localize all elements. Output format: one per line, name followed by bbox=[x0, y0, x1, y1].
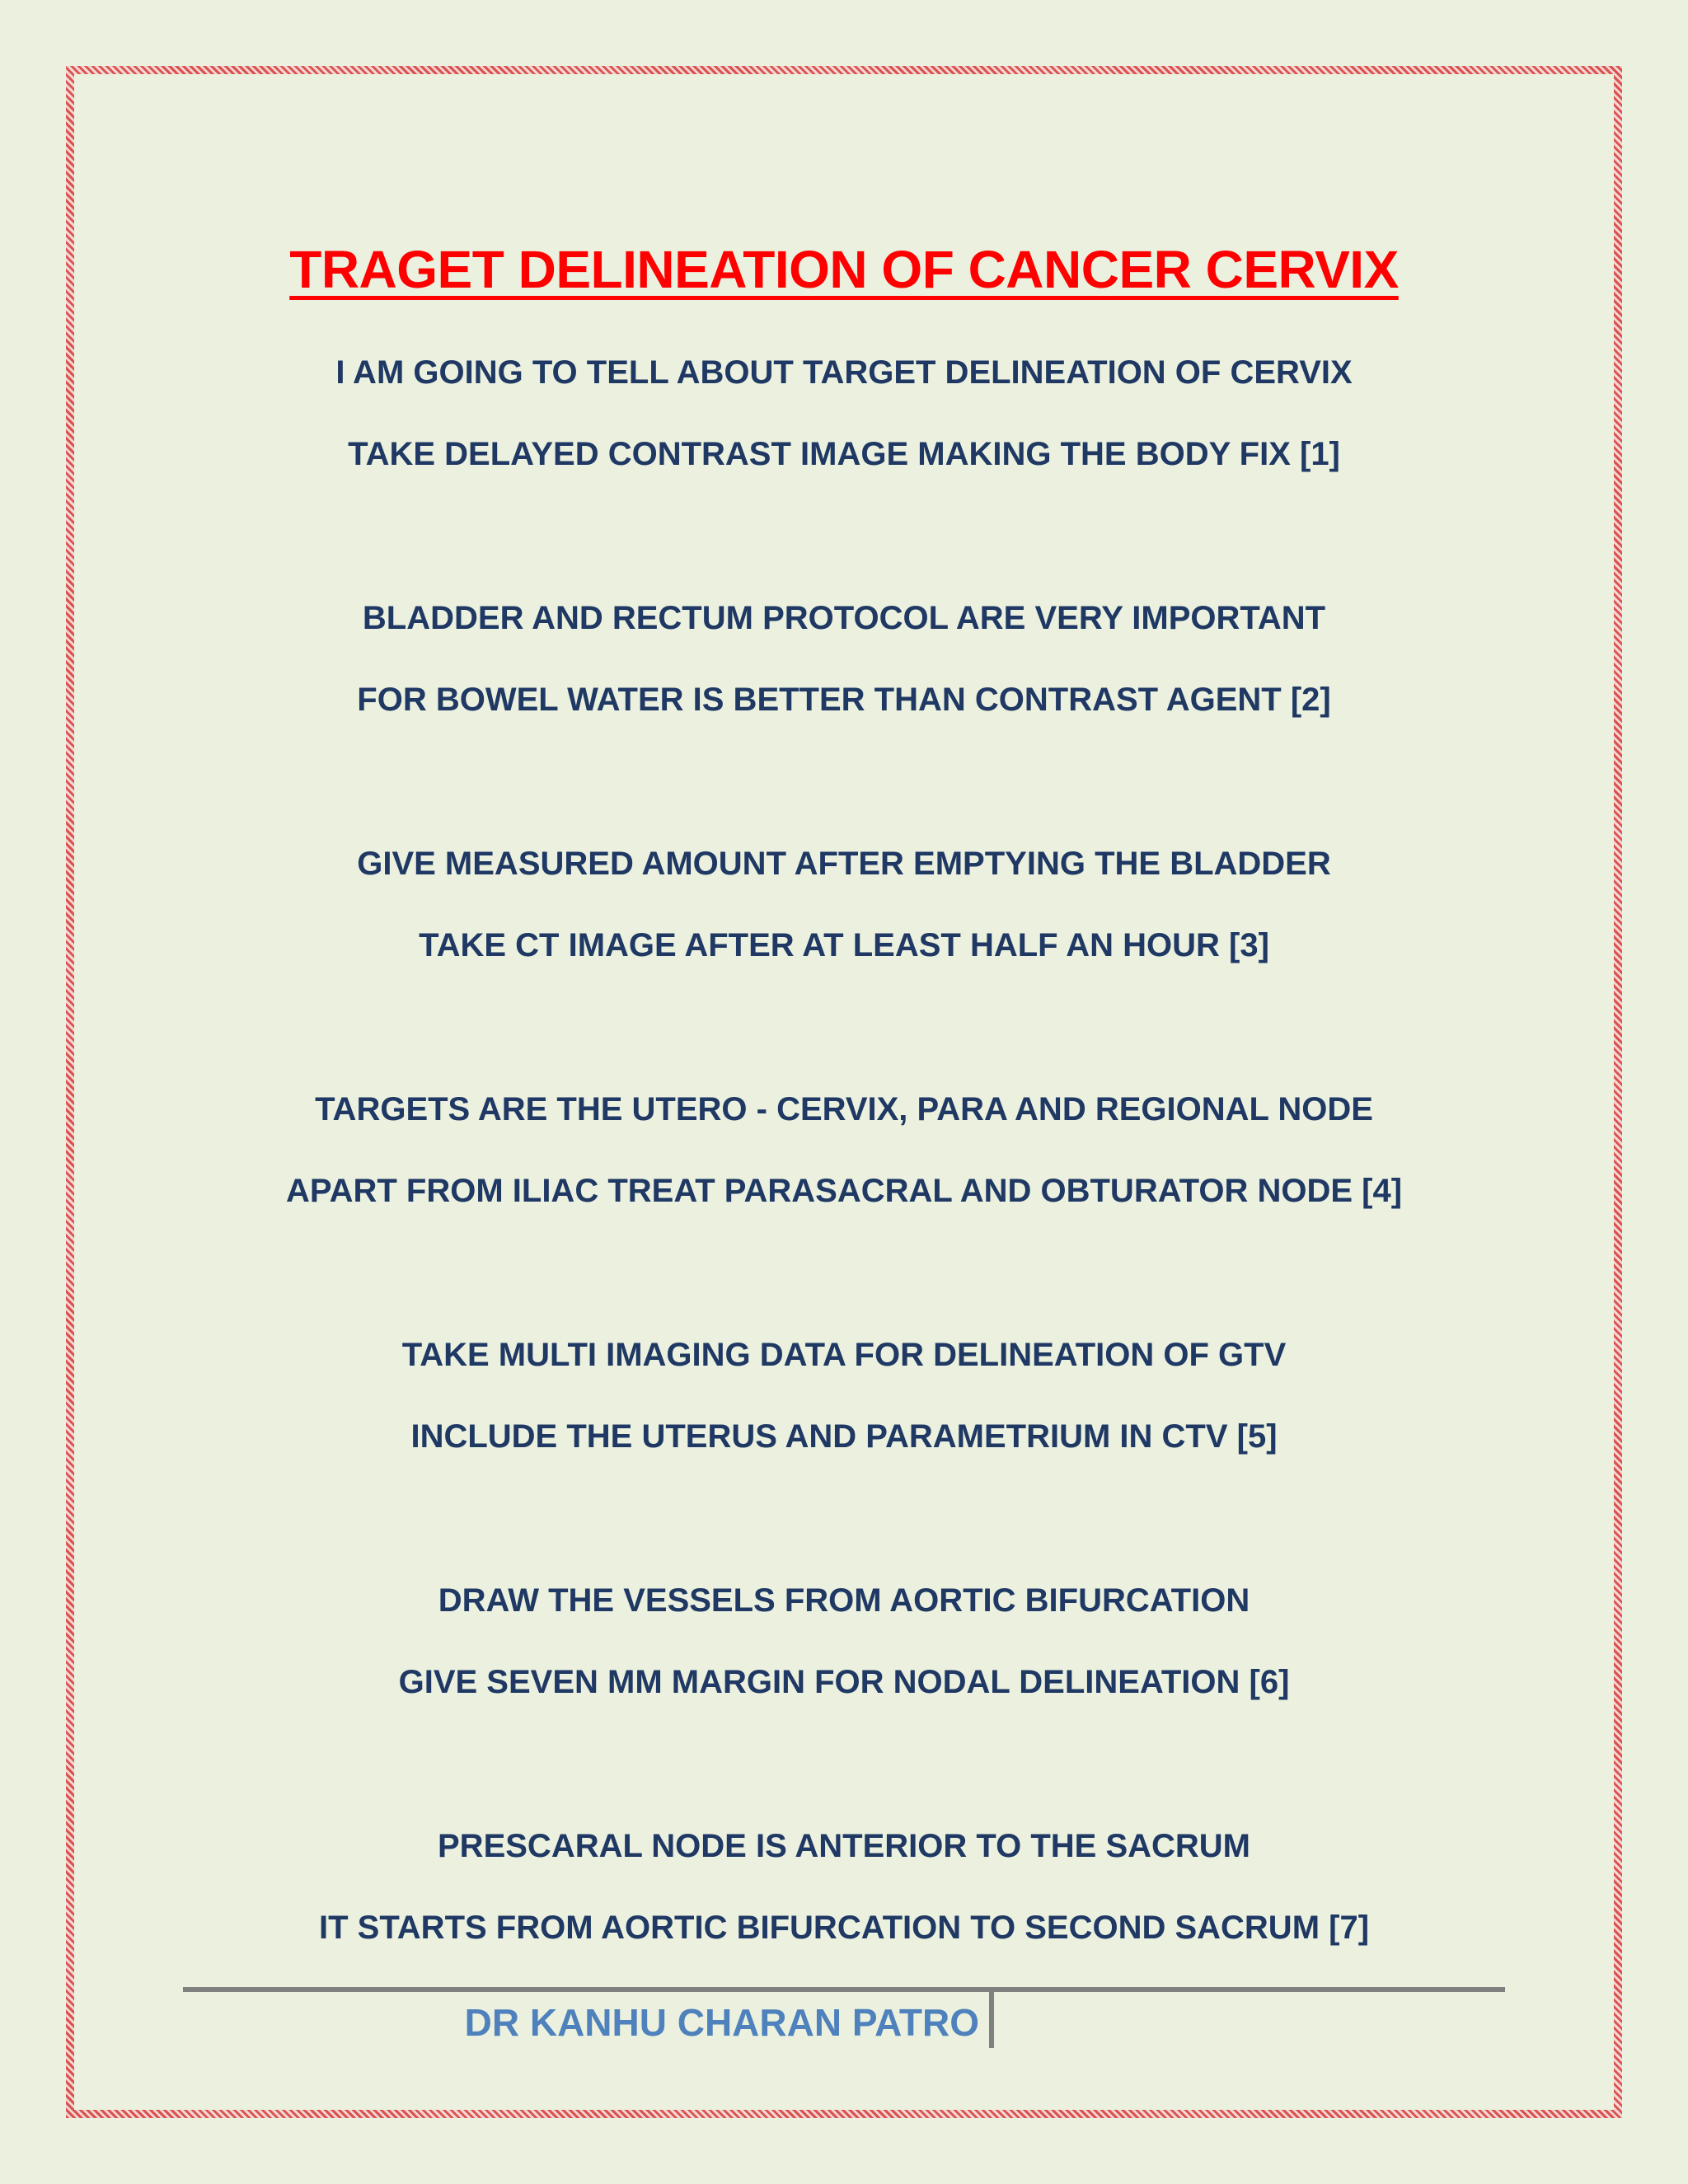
body-line: APART FROM ILIAC TREAT PARASACRAL AND OBTURATOR NODE [4] bbox=[285, 1173, 1403, 1209]
body-line: TARGETS ARE THE UTERO - CERVIX, PARA AND REGIONAL NODE bbox=[315, 1091, 1373, 1127]
body-line: PRESCARAL NODE IS ANTERIOR TO THE SACRUM bbox=[438, 1828, 1250, 1864]
body-line: DRAW THE VESSELS FROM AORTIC BIFURCATION bbox=[438, 1582, 1250, 1619]
body-line: BLADDER AND RECTUM PROTOCOL ARE VERY IMPORTANT bbox=[362, 600, 1326, 636]
document-title: TRAGET DELINEATION OF CANCER CERVIX bbox=[289, 240, 1399, 299]
body-line: TAKE CT IMAGE AFTER AT LEAST HALF AN HOUR [3] bbox=[419, 927, 1269, 963]
body-line: TAKE MULTI IMAGING DATA FOR DELINEATION OF GTV bbox=[401, 1337, 1287, 1373]
footer-rule bbox=[183, 1987, 1505, 1992]
footer-separator bbox=[989, 1992, 994, 2048]
body-line: I AM GOING TO TELL ABOUT TARGET DELINEATION OF CERVIX bbox=[335, 354, 1353, 391]
body-line: GIVE SEVEN MM MARGIN FOR NODAL DELINEATION [6] bbox=[398, 1664, 1290, 1700]
body-line: TAKE DELAYED CONTRAST IMAGE MAKING THE BODY FIX [1] bbox=[348, 436, 1340, 472]
body-line: FOR BOWEL WATER IS BETTER THAN CONTRAST AGENT [2] bbox=[357, 682, 1331, 718]
body-line: IT STARTS FROM AORTIC BIFURCATION TO SECOND SACRUM [7] bbox=[318, 1910, 1370, 1946]
author-name: DR KANHU CHARAN PATRO bbox=[464, 2001, 979, 2044]
body-line: GIVE MEASURED AMOUNT AFTER EMPTYING THE BLADDER bbox=[357, 846, 1331, 882]
body-line: INCLUDE THE UTERUS AND PARAMETRIUM IN CTV [5] bbox=[410, 1418, 1278, 1455]
